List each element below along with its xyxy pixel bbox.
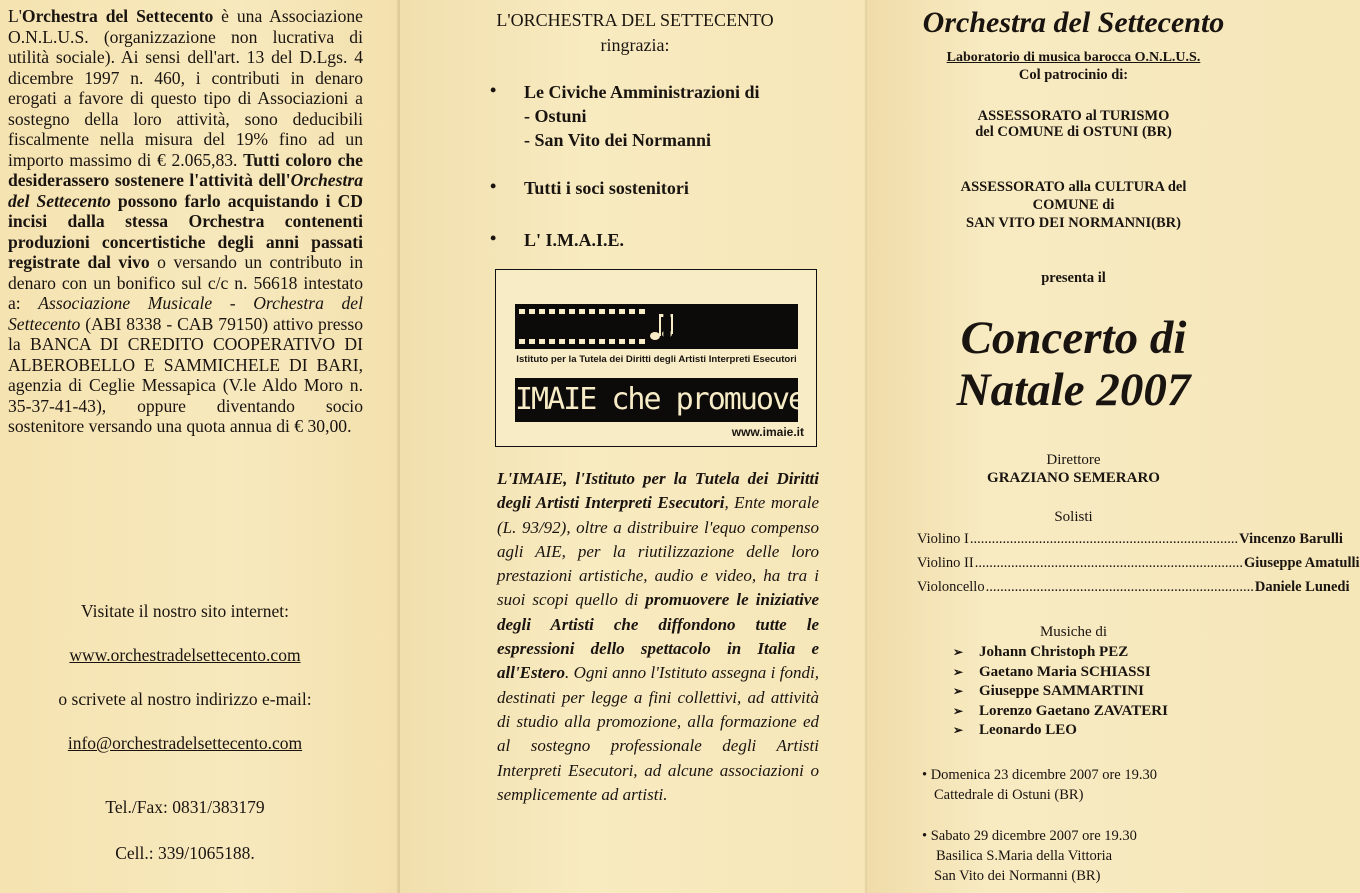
arrow-bullet-icon: ➢ <box>953 703 964 718</box>
sponsor-line: ASSESSORATO alla CULTURA del <box>960 179 1187 195</box>
arrow-bullet-icon: ➢ <box>953 645 964 659</box>
list-item <box>953 663 1168 683</box>
bullet-icon: • <box>490 176 497 196</box>
middle-panel <box>400 0 867 893</box>
text-fragment-bold: Tutti coloro che desiderassero sostenere l'attività dell' <box>8 149 363 190</box>
imaie-tagline: Istituto per la Tutela dei Diritti degli Artisti Interpreti Esecutori <box>516 354 797 365</box>
text-fragment-bold: possono farlo acquistando i CD incisi dalla stessa Orchestra contenenti produzioni concertistiche degli anni passati registrate dal vivo <box>8 190 363 272</box>
conductor-name: GRAZIANO SEMERARO <box>987 470 1160 486</box>
composer-name: Giuseppe SAMMARTINI <box>979 683 1144 700</box>
event-date: • Domenica 23 dicembre 2007 ore 19.30 <box>922 767 1157 783</box>
arrow-bullet-icon: ➢ <box>953 664 964 679</box>
soloist-row <box>917 531 1343 548</box>
imaie-paragraph <box>497 467 819 807</box>
list-item <box>953 721 1168 741</box>
list-item <box>953 643 1168 663</box>
text-fragment: è una Associazione O.N.L.U.S. (organizzazione non lucrativa di utilità sociale). Ai sensi dell'art. 13 del D.Lgs. 4 dicembre 1997 n. 460, i contributi in denaro erogati a favore di questo tipo di Associazioni a sostegno della loro attività, sono deducibili fiscalmente nella misura del 19% fino ad un importo massimo di € 2.065,83. <box>8 6 363 170</box>
imaie-url[interactable]: www.imaie.it <box>731 425 804 439</box>
music-by-label: Musiche di <box>1039 624 1108 640</box>
list-item-label: - Ostuni <box>524 106 587 126</box>
soloist-row <box>917 555 1360 572</box>
event-entry <box>922 765 1157 805</box>
soloist-row <box>917 579 1350 596</box>
composer-name: Lorenzo Gaetano ZAVATERI <box>979 702 1168 719</box>
concert-title: Natale 2007 <box>956 364 1191 416</box>
conductor-label: Direttore <box>1046 452 1101 468</box>
orchestra-name: Orchestra del Settecento <box>21 6 214 26</box>
presents-label: presenta il <box>1041 270 1106 286</box>
phone-fax: Tel./Fax: 0831/383179 <box>105 797 265 817</box>
orchestra-title: Orchestra del Settecento <box>922 6 1225 39</box>
soloist-role: Violino I <box>917 531 969 547</box>
text-fragment: , Ente morale (L. 93/92), oltre a distribuire l'equo compenso agli AIE, per la riutilizzazione delle loro prestazioni artistiche, audio e video, ha tra i suoi scopi quello di <box>497 493 819 610</box>
event-city: San Vito dei Normanni (BR) <box>934 868 1101 884</box>
account-holder: Associazione Musicale - Orchestra del Settecento <box>8 293 363 334</box>
leader-dots: .......................................................................... <box>974 555 1243 571</box>
text-fragment: o versando un contributo in denaro con un bonifico sul c/c n. 56618 intestato a: <box>8 252 363 313</box>
composer-name: Leonardo LEO <box>979 722 1077 739</box>
laboratory-subtitle: Laboratorio di musica barocca O.N.L.U.S. <box>946 50 1201 65</box>
arrow-bullet-icon: ➢ <box>953 723 964 738</box>
composer-name: Gaetano Maria SCHIASSI <box>979 663 1151 680</box>
list-item-label: Le Civiche Amministrazioni di <box>524 82 760 102</box>
soloists-label: Solisti <box>1054 509 1093 525</box>
orchestra-name: Orchestra del Settecento <box>8 170 363 211</box>
email-link[interactable]: info@orchestradelsettecento.com <box>67 733 303 753</box>
event-venue: Cattedrale di Ostuni (BR) <box>934 787 1084 803</box>
composer-name: Johann Christoph PEZ <box>979 644 1129 660</box>
leader-dots: .......................................................................... <box>985 579 1254 595</box>
list-item <box>953 682 1168 702</box>
sponsor-line: ASSESSORATO al TURISMO <box>977 108 1170 124</box>
imaie-logo <box>515 282 798 384</box>
soloist-name: Vincenzo Barulli <box>1239 531 1343 547</box>
mobile-phone: Cell.: 339/1065188. <box>115 843 255 863</box>
leader-dots: .......................................................................... <box>969 531 1239 547</box>
soloist-role: Violino II <box>917 555 974 571</box>
sponsor-line: SAN VITO DEI NORMANNI(BR) <box>966 215 1181 231</box>
list-item-label: Tutti i soci sostenitori <box>524 178 689 198</box>
soloist-name: Giuseppe Amatulli <box>1243 555 1360 571</box>
thanks-title: L'ORCHESTRA DEL SETTECENTO <box>496 10 774 30</box>
list-item-label: - San Vito dei Normanni <box>524 130 712 150</box>
sponsor-line: del COMUNE di OSTUNI (BR) <box>975 124 1172 140</box>
event-entry <box>922 826 1137 886</box>
bullet-icon: • <box>490 80 497 100</box>
arrow-bullet-icon: ➢ <box>953 684 964 699</box>
imaie-logo-box <box>495 269 817 447</box>
list-item <box>953 702 1168 722</box>
right-panel <box>867 0 1360 893</box>
website-link[interactable]: www.orchestradelsettecento.com <box>69 645 301 665</box>
text-fragment: (ABI 8338 - CAB 79150) attivo presso la BANCA DI CREDITO COOPERATIVO DI ALBEROBELLO E SAMMICHELE DI BARI, agenzia di Ceglie Messapica (V.le Aldo Moro n. 35-37-41-43), oppure diventando socio sostenitore versando una quota annua di € 30,00. <box>8 313 363 436</box>
text-fragment-bold: promuovere le iniziative degli Artisti che diffondono tutte le espressioni dello spettacolo in Italia e all'Estero <box>497 590 819 683</box>
event-venue: Basilica S.Maria della Vittoria <box>936 848 1113 864</box>
composer-list <box>953 643 1168 741</box>
visit-label: Visitate il nostro sito internet: <box>81 601 289 621</box>
text-fragment: L' <box>8 6 22 26</box>
text-fragment: . Ogni anno l'Istituto assegna i fondi, destinati per legge a fini collettivi, ad attività di studio alla promozione, alla formazione ed al sostegno professionale degli Artisti Interpreti Esecutori, ad alcune associazioni o semplicemente ad artisti. <box>497 663 819 804</box>
text-fragment-bold: L'IMAIE, l'Istituto per la Tutela dei Diritti degli Artisti Interpreti Esecutori <box>497 469 819 513</box>
patronage-label: Col patrocinio di: <box>1018 67 1129 83</box>
soloist-role: Violoncello <box>917 579 985 595</box>
thanks-subtitle: ringrazia: <box>600 35 670 55</box>
imaie-wordmark: IMAIE <box>660 296 784 352</box>
concert-title: Concerto di <box>960 312 1187 364</box>
left-panel <box>0 0 400 893</box>
email-label: o scrivete al nostro indirizzo e-mail: <box>58 689 312 709</box>
bullet-icon: • <box>490 228 497 248</box>
support-paragraph <box>8 6 363 437</box>
list-item-label: L' I.M.A.I.E. <box>524 230 625 250</box>
sponsor-line: COMUNE di <box>1032 197 1115 213</box>
imaie-promo-banner: IMAIE che promuove <box>515 378 798 422</box>
soloist-name: Daniele Lunedi <box>1254 579 1350 595</box>
event-date: • Sabato 29 dicembre 2007 ore 19.30 <box>922 828 1137 844</box>
